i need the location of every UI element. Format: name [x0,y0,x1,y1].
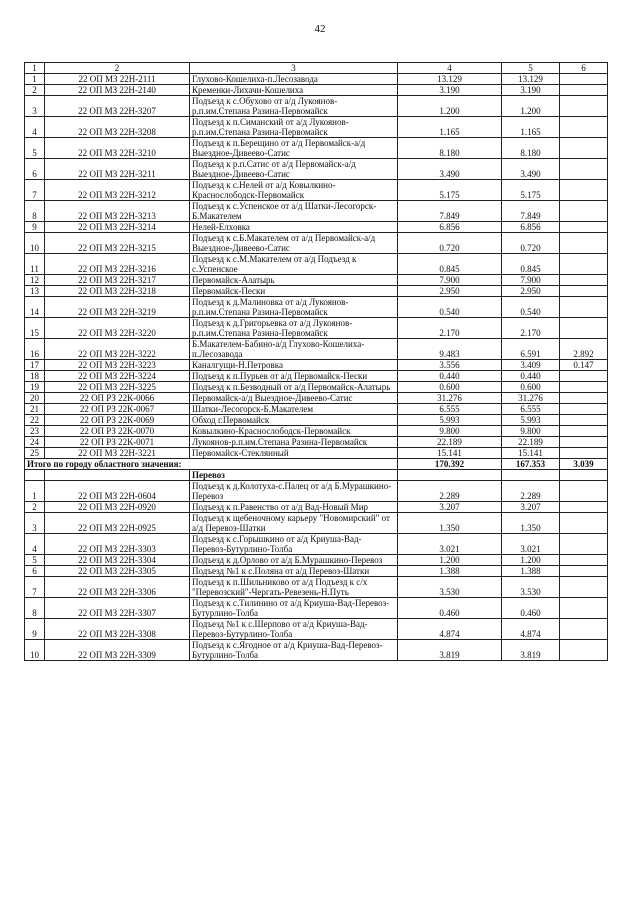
road-name: Каналгущи-Н.Петровка [190,360,398,371]
section-row [25,470,608,481]
length-col5: 1.200 [502,96,560,117]
road-name: Подъезд к д.Орлово от а/д Б.Мурашкино-Перевоз [190,555,398,566]
road-code: 22 ОП МЗ 22Н-0925 [45,513,190,534]
table-row [25,254,608,275]
road-name: Подъезд к п.Берещино от а/д Первомайск-а/д Выездное-Дивеево-Сатис [190,138,398,159]
page-number: 42 [314,23,326,35]
length-col5: 0.460 [502,598,560,619]
row-number: 4 [25,534,45,555]
table-row [25,393,608,404]
length-col6 [560,371,608,382]
road-name: Нелей-Елховка [190,222,398,233]
total-row [25,459,608,470]
length-col5: 7.900 [502,275,560,286]
road-name: Подъезд к п.Пурьев от а/д Первомайск-Пески [190,371,398,382]
road-name: Подъезд к с.Тилинино от а/д Криуша-Вад-Перевоз-Бутурлино-Толба [190,598,398,619]
road-name: Лукоянов-р.п.им.Степана Разина-Первомайск [190,437,398,448]
length-col6 [560,619,608,640]
row-number: 2 [25,85,45,96]
row-number: 9 [25,222,45,233]
row-number: 8 [25,201,45,222]
road-code: 22 ОП МЗ 22Н-3214 [45,222,190,233]
column-number: 1 [25,63,45,74]
length-total: 9.800 [398,426,502,437]
length-col5: 3.021 [502,534,560,555]
road-name: Обход г.Первомайск [190,415,398,426]
length-col5: 1.165 [502,117,560,138]
road-code: 22 ОП МЗ 22Н-3211 [45,159,190,180]
length-col6 [560,382,608,393]
column-number: 6 [560,63,608,74]
length-total: 3.207 [398,502,502,513]
length-total: 8.180 [398,138,502,159]
road-code: 22 ОП МЗ 22Н-2111 [45,74,190,85]
road-code: 22 ОП МЗ 22Н-0604 [45,481,190,502]
length-col5: 1.200 [502,555,560,566]
length-col6 [560,201,608,222]
road-name: Подъезд к п.Равенство от а/д Вад-Новый Мир [190,502,398,513]
table-row [25,555,608,566]
table-row [25,566,608,577]
length-total: 31.276 [398,393,502,404]
road-code: 22 ОП МЗ 22Н-3219 [45,297,190,318]
length-total: 5.175 [398,180,502,201]
road-name: Ковылкино-Краснослободск-Первомайск [190,426,398,437]
table-row [25,339,608,360]
length-col6 [560,74,608,85]
road-name: Подъезд №1 к с.Поляна от а/д Перевоз-Шатки [190,566,398,577]
row-number: 5 [25,138,45,159]
road-code: 22 ОП МЗ 22Н-3224 [45,371,190,382]
length-col6 [560,222,608,233]
length-total: 0.845 [398,254,502,275]
row-number: 11 [25,254,45,275]
length-total: 15.141 [398,448,502,459]
length-col6 [560,138,608,159]
length-total: 1.200 [398,555,502,566]
row-number: 9 [25,619,45,640]
length-col6 [560,117,608,138]
road-name: Подъезд к д.Колотуха-с.Палец от а/д Б.Мурашкино-Перевоз [190,481,398,502]
length-col5: 31.276 [502,393,560,404]
table-row [25,481,608,502]
length-col5: 7.849 [502,201,560,222]
length-col6 [560,426,608,437]
length-col5: 0.440 [502,371,560,382]
length-col6 [560,481,608,502]
length-col5: 6.591 [502,339,560,360]
road-code: 22 ОП МЗ 22Н-0920 [45,502,190,513]
road-code: 22 ОП МЗ 22Н-3308 [45,619,190,640]
table-row [25,640,608,661]
length-col6 [560,577,608,598]
road-code: 22 ОП МЗ 22Н-3303 [45,534,190,555]
road-name: Подъезд к д.Григорьевка от а/д Лукоянов-р.п.им.Степана Разина-Первомайск [190,318,398,339]
road-name: Подъезд к с.Успенское от а/д Шатки-Лесогорск-Б.Макателем [190,201,398,222]
road-name: Первомайск-а/д Выездное-Дивеево-Сатис [190,393,398,404]
table-row [25,96,608,117]
table-row [25,371,608,382]
road-name: Первомайск-Пески [190,286,398,297]
road-name: Подъезд к д.Малиновка от а/д Лукоянов-р.п.им.Степана Разина-Первомайск [190,297,398,318]
length-col5: 6.555 [502,404,560,415]
length-col5: 1.350 [502,513,560,534]
length-col5: 3.530 [502,577,560,598]
length-col5: 3.190 [502,85,560,96]
road-name: Кременки-Лихачи-Кошелиха [190,85,398,96]
road-code: 22 ОП МЗ 22Н-3220 [45,318,190,339]
length-total: 3.490 [398,159,502,180]
column-number: 5 [502,63,560,74]
length-col5: 2.170 [502,318,560,339]
table-row [25,404,608,415]
length-col5: 0.720 [502,233,560,254]
length-total: 7.849 [398,201,502,222]
length-total: 22.189 [398,437,502,448]
length-col5: 2.289 [502,481,560,502]
length-total: 2.289 [398,481,502,502]
roads-table [24,62,608,661]
road-code: 22 ОП МЗ 22Н-3217 [45,275,190,286]
road-name: Подъезд №1 к с.Шерпово от а/д Криуша-Вад-Перевоз-Бутурлино-Толба [190,619,398,640]
row-number: 23 [25,426,45,437]
length-col5: 0.600 [502,382,560,393]
row-number: 6 [25,159,45,180]
road-code: 22 ОП МЗ 22Н-3207 [45,96,190,117]
length-total: 0.540 [398,297,502,318]
road-code: 22 ОП МЗ 22Н-3210 [45,138,190,159]
length-col6 [560,534,608,555]
road-code: 22 ОП МЗ 22Н-3208 [45,117,190,138]
table-row [25,598,608,619]
section-empty [560,470,608,481]
road-code: 22 ОП МЗ 22Н-3225 [45,382,190,393]
road-code: 22 ОП МЗ 22Н-3221 [45,448,190,459]
length-total: 1.350 [398,513,502,534]
road-code: 22 ОП МЗ 22Н-3306 [45,577,190,598]
section-empty [45,470,190,481]
road-code: 22 ОП РЗ 22К-0069 [45,415,190,426]
length-col6 [560,502,608,513]
road-code: 22 ОП МЗ 22Н-2140 [45,85,190,96]
row-number: 18 [25,371,45,382]
length-col5: 3.207 [502,502,560,513]
table-row [25,360,608,371]
table-row [25,318,608,339]
row-number: 15 [25,318,45,339]
length-col6 [560,85,608,96]
road-code: 22 ОП РЗ 22К-0071 [45,437,190,448]
road-name: Б.Макателем-Бабино-а/д Глухово-Кошелиха-п.Лесозавода [190,339,398,360]
row-number: 3 [25,513,45,534]
row-number: 7 [25,577,45,598]
length-col5: 4.874 [502,619,560,640]
row-number: 24 [25,437,45,448]
road-code: 22 ОП МЗ 22Н-3309 [45,640,190,661]
length-col5: 5.175 [502,180,560,201]
row-number: 4 [25,117,45,138]
length-col6 [560,233,608,254]
table-row [25,117,608,138]
table-row [25,286,608,297]
length-total: 3.530 [398,577,502,598]
length-col6 [560,286,608,297]
table-row [25,138,608,159]
table-row [25,85,608,96]
row-number: 25 [25,448,45,459]
length-total: 2.170 [398,318,502,339]
length-total: 2.950 [398,286,502,297]
road-code: 22 ОП МЗ 22Н-3212 [45,180,190,201]
length-total: 1.165 [398,117,502,138]
total-col6: 3.039 [560,459,608,470]
row-number: 16 [25,339,45,360]
length-total: 1.388 [398,566,502,577]
length-total: 7.900 [398,275,502,286]
length-col6 [560,598,608,619]
length-col6 [560,254,608,275]
road-name: Подъезд к с.Б.Макателем от а/д Первомайск-а/д Выездное-Дивеево-Сатис [190,233,398,254]
row-number: 13 [25,286,45,297]
row-number: 10 [25,233,45,254]
roads-table-body [25,63,608,661]
table-row [25,201,608,222]
road-code: 22 ОП МЗ 22Н-3223 [45,360,190,371]
length-total: 6.856 [398,222,502,233]
table-row [25,382,608,393]
length-total: 0.460 [398,598,502,619]
length-total: 5.993 [398,415,502,426]
table-row [25,180,608,201]
length-col6 [560,555,608,566]
length-col5: 13.129 [502,74,560,85]
length-col6 [560,275,608,286]
length-col5: 8.180 [502,138,560,159]
road-name: Первомайск-Стеклянный [190,448,398,459]
total-col5: 167.353 [502,459,560,470]
road-name: Подъезд к с.Обухово от а/д Лукоянов-р.п.им.Степана Разина-Первомайск [190,96,398,117]
table-row [25,448,608,459]
length-col6 [560,96,608,117]
length-col5: 9.800 [502,426,560,437]
row-number: 5 [25,555,45,566]
length-col5: 3.490 [502,159,560,180]
row-number: 3 [25,96,45,117]
row-number: 10 [25,640,45,661]
row-number: 20 [25,393,45,404]
table-row [25,275,608,286]
length-col6 [560,159,608,180]
length-col5: 15.141 [502,448,560,459]
road-code: 22 ОП МЗ 22Н-3218 [45,286,190,297]
table-row [25,577,608,598]
length-col5: 5.993 [502,415,560,426]
table-row [25,619,608,640]
road-name: Подъезд к щебеночному карьеру "Новомирский" от а/д Перевоз-Шатки [190,513,398,534]
table-row [25,426,608,437]
column-number: 3 [190,63,398,74]
section-empty [25,470,45,481]
table-row [25,233,608,254]
road-code: 22 ОП РЗ 22К-0066 [45,393,190,404]
column-number-row [25,63,608,74]
road-name: Глухово-Кошелиха-п.Лесозавода [190,74,398,85]
table-row [25,437,608,448]
row-number: 12 [25,275,45,286]
road-code: 22 ОП МЗ 22Н-3222 [45,339,190,360]
length-col6 [560,448,608,459]
length-col6 [560,297,608,318]
road-code: 22 ОП МЗ 22Н-3305 [45,566,190,577]
length-total: 4.874 [398,619,502,640]
length-col6 [560,318,608,339]
total-label: Итого по городу областного значения: [25,459,398,470]
row-number: 1 [25,481,45,502]
table-row [25,297,608,318]
length-total: 6.555 [398,404,502,415]
length-col5: 3.819 [502,640,560,661]
table-row [25,74,608,85]
road-name: Подъезд к р.п.Сатис от а/д Первомайск-а/д Выездное-Дивеево-Сатис [190,159,398,180]
road-code: 22 ОП МЗ 22Н-3213 [45,201,190,222]
road-code: 22 ОП РЗ 22К-0070 [45,426,190,437]
row-number: 14 [25,297,45,318]
length-col5: 22.189 [502,437,560,448]
column-number: 2 [45,63,190,74]
column-number: 4 [398,63,502,74]
road-name: Первомайск-Алатырь [190,275,398,286]
length-total: 3.819 [398,640,502,661]
table-row [25,502,608,513]
length-col5: 3.409 [502,360,560,371]
length-col6 [560,393,608,404]
length-col5: 2.950 [502,286,560,297]
section-title: Перевоз [190,470,398,481]
row-number: 22 [25,415,45,426]
road-name: Подъезд к п.Безводный от а/д Первомайск-Алатырь [190,382,398,393]
table-row [25,222,608,233]
length-col6: 0.147 [560,360,608,371]
row-number: 6 [25,566,45,577]
length-col6 [560,415,608,426]
length-col6 [560,640,608,661]
length-total: 9.483 [398,339,502,360]
road-code: 22 ОП МЗ 22Н-3307 [45,598,190,619]
row-number: 1 [25,74,45,85]
length-total: 3.556 [398,360,502,371]
row-number: 17 [25,360,45,371]
length-total: 0.720 [398,233,502,254]
road-name: Подъезд к с.Горышкино от а/д Криуша-Вад-Перевоз-Бутурлино-Толба [190,534,398,555]
length-total: 3.021 [398,534,502,555]
road-name: Шатки-Лесогорск-Б.Макателем [190,404,398,415]
length-total: 0.440 [398,371,502,382]
section-empty [502,470,560,481]
length-col5: 0.845 [502,254,560,275]
row-number: 2 [25,502,45,513]
table-row [25,534,608,555]
length-col6 [560,180,608,201]
table-row [25,159,608,180]
table-row [25,415,608,426]
row-number: 21 [25,404,45,415]
row-number: 8 [25,598,45,619]
road-name: Подъезд к с.Ягодное от а/д Криуша-Вад-Перевоз-Бутурлино-Толба [190,640,398,661]
length-col5: 6.856 [502,222,560,233]
row-number: 7 [25,180,45,201]
length-col5: 0.540 [502,297,560,318]
length-col6 [560,566,608,577]
length-col5: 1.388 [502,566,560,577]
road-code: 22 ОП МЗ 22Н-3304 [45,555,190,566]
total-col4: 170.392 [398,459,502,470]
road-name: Подъезд к с.Нелей от а/д Ковылкино-Краснослободск-Первомайск [190,180,398,201]
length-total: 3.190 [398,85,502,96]
length-col6 [560,437,608,448]
section-empty [398,470,502,481]
road-code: 22 ОП МЗ 22Н-3215 [45,233,190,254]
length-total: 1.200 [398,96,502,117]
length-total: 13.129 [398,74,502,85]
length-col6: 2.892 [560,339,608,360]
road-code: 22 ОП МЗ 22Н-3216 [45,254,190,275]
road-name: Подъезд к п.Симанский от а/д Лукоянов-р.п.им.Степана Разина-Первомайск [190,117,398,138]
table-row [25,513,608,534]
length-total: 0.600 [398,382,502,393]
road-name: Подъезд к п.Шильниково от а/д Подъезд к с/х "Перевозский"-Чергать-Ревезень-Н.Путь [190,577,398,598]
road-name: Подъезд к с.М.Макателем от а/д Подъезд к с.Успенское [190,254,398,275]
road-code: 22 ОП РЗ 22К-0067 [45,404,190,415]
length-col6 [560,513,608,534]
length-col6 [560,404,608,415]
row-number: 19 [25,382,45,393]
